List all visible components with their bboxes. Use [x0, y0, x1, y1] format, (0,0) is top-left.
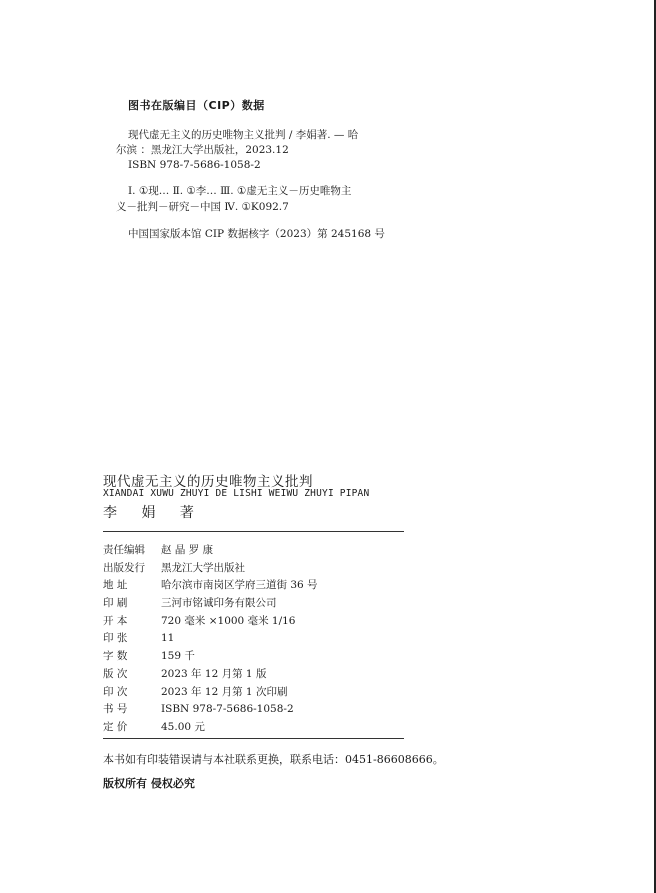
cip-line-record-number: 中国国家版本馆 CIP 数据核字（2023）第 245168 号 [128, 228, 385, 240]
info-row-format [103, 613, 318, 631]
info-value: 2023 年 12 月第 1 次印刷 [161, 685, 288, 698]
info-value: 45.00 元 [161, 720, 205, 733]
info-value: 159 千 [161, 650, 195, 663]
info-value: 黑龙江大学出版社 [161, 561, 245, 574]
copyright-notice: 版权所有 侵权必究 [103, 777, 195, 790]
book-title: 现代虚无主义的历史唯物主义批判 [103, 474, 313, 490]
info-value: 赵 晶 罗 康 [161, 544, 214, 556]
info-label: 版 次 [103, 667, 128, 680]
info-value: 11 [161, 632, 175, 645]
info-label: 字 数 [103, 650, 128, 663]
info-row-edition [103, 666, 318, 684]
info-value: 720 毫米 ×1000 毫米 1/16 [161, 614, 296, 627]
info-label: 定 价 [103, 720, 128, 733]
info-label: 地 址 [103, 579, 128, 592]
info-label: 印 次 [103, 685, 128, 698]
info-value: 2023 年 12 月第 1 版 [161, 667, 267, 680]
info-row-word-count [103, 648, 318, 666]
book-title-pinyin: XIANDAI XUWU ZHUYI DE LISHI WEIWU ZHUYI PIPAN [103, 488, 370, 499]
cip-title: 图书在版编目（CIP）数据 [128, 99, 265, 112]
cip-line-publisher: 尔滨 ：黑龙江大学出版社，2023.12 [116, 144, 289, 156]
cip-line-title: 现代虚无主义的历史唯物主义批判 / 李娟著. — 哈 [128, 129, 359, 141]
cip-line-isbn: ISBN 978-7-5686-1058-2 [128, 159, 261, 171]
info-row-editor [103, 542, 318, 560]
info-row-sheets [103, 630, 318, 648]
cip-line-classification-1: Ⅰ. ①现… Ⅱ. ①李… Ⅲ. ①虚无主义－历史唯物主 [128, 185, 352, 197]
book-author: 李 娟 著 [103, 505, 204, 521]
top-divider [103, 531, 404, 532]
info-label: 开 本 [103, 614, 128, 627]
info-row-printing [103, 684, 318, 702]
info-value: 三河市铭诚印务有限公司 [161, 597, 277, 610]
publication-info-table [103, 542, 318, 737]
info-label: 印 张 [103, 632, 128, 645]
info-value: ISBN 978-7-5686-1058-2 [161, 703, 294, 716]
bottom-divider [103, 738, 404, 739]
info-row-address [103, 577, 318, 595]
info-label: 出版发行 [103, 561, 145, 574]
info-row-printer [103, 595, 318, 613]
info-row-isbn [103, 701, 318, 719]
info-row-price [103, 719, 318, 737]
cip-line-classification-2: 义－批判－研究－中国 Ⅳ. ①K092.7 [116, 201, 289, 213]
replacement-notice: 本书如有印装错误请与本社联系更换，联系电话：0451-86608666。 [103, 753, 444, 766]
info-label: 书 号 [103, 703, 128, 716]
info-label: 印 刷 [103, 597, 128, 610]
info-label: 责任编辑 [103, 544, 145, 556]
info-value: 哈尔滨市南岗区学府三道街 36 号 [161, 579, 318, 592]
info-row-publisher [103, 560, 318, 578]
